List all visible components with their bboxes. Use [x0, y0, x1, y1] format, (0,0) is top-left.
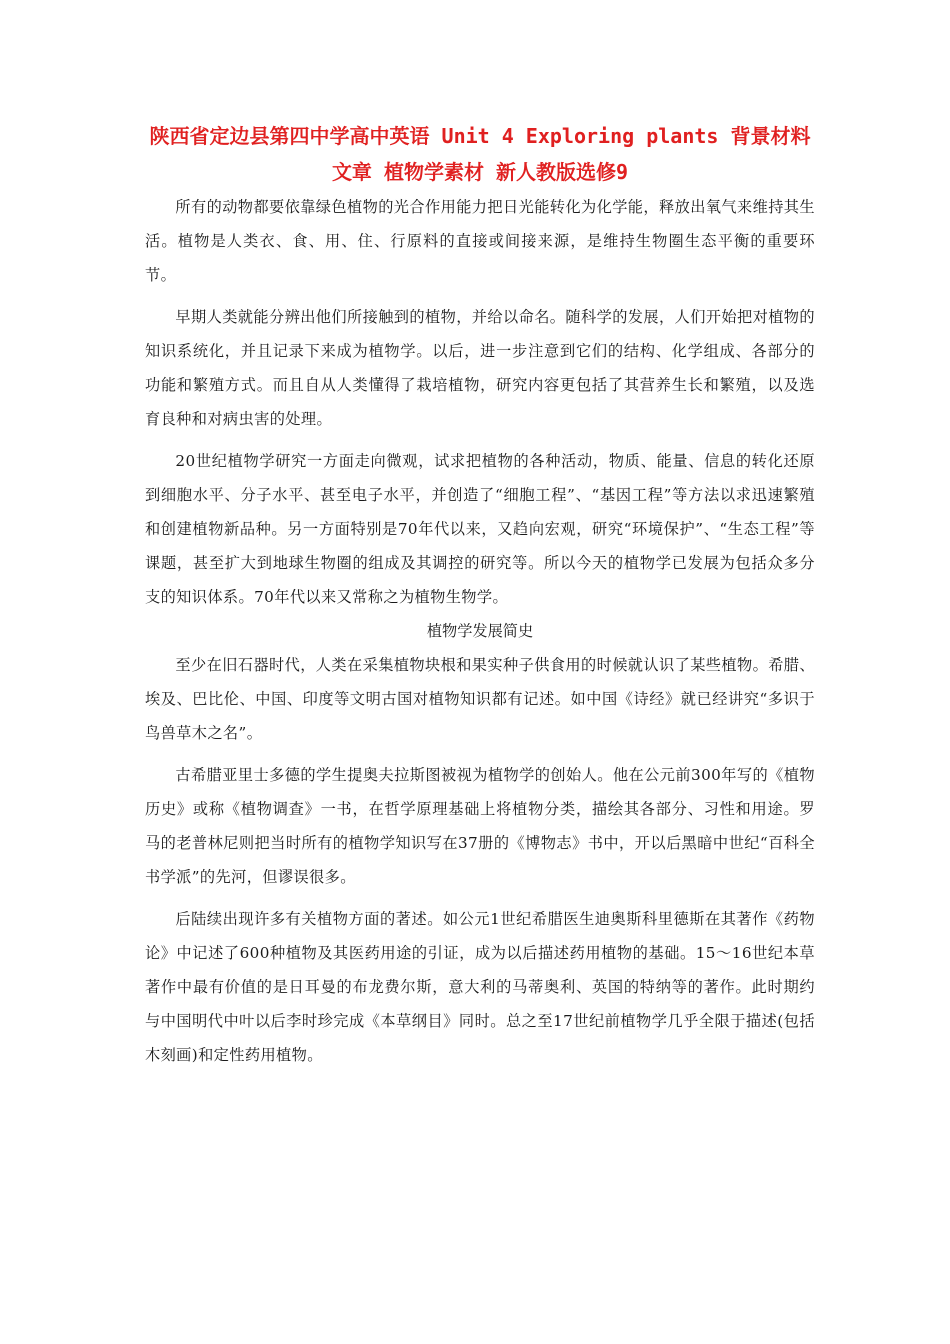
history-paragraph-2: 古希腊亚里士多德的学生提奥夫拉斯图被视为植物学的创始人。他在公元前300年写的《植物历史》或称《植物调查》一书，在哲学原理基础上将植物分类，描绘其各部分、习性和用途。罗马的老普林尼则把当时所有的植物学知识写在37册的《博物志》书中，开以后黑暗中世纪“百科全书学派”的先河，但谬误很多。 — [145, 766, 815, 886]
intro-paragraph-3: 20世纪植物学研究一方面走向微观，试求把植物的各种活动，物质、能量、信息的转化还原到细胞水平、分子水平、甚至电子水平，并创造了“细胞工程”、“基因工程”等方法以求迅速繁殖和创建植物新品种。另一方面特别是70年代以来，又趋向宏观，研究“环境保护”、“生态工程”等课题，甚至扩大到地球生物圈的组成及其调控的研究等。所以今天的植物学已发展为包括众多分支的知识体系。70年代以来又常称之为植物生物学。 — [145, 452, 815, 606]
document-content — [145, 118, 815, 1072]
history-paragraph-3: 后陆续出现许多有关植物方面的著述。如公元1世纪希腊医生迪奥斯科里德斯在其著作《药物论》中记述了600种植物及其医药用途的引证，成为以后描述药用植物的基础。15～16世纪本草著作中最有价值的是日耳曼的布龙费尔斯，意大利的马蒂奥利、英国的特纳等的著作。此时期约与中国明代中叶以后李时珍完成《本草纲目》同时。总之至17世纪前植物学几乎全限于描述(包括木刻画)和定性药用植物。 — [145, 910, 815, 1064]
paragraph-gap — [145, 436, 815, 444]
paragraph-gap — [145, 292, 815, 300]
section-heading: 植物学发展简史 — [426, 622, 534, 640]
intro-paragraph-1: 所有的动物都要依靠绿色植物的光合作用能力把日光能转化为化学能，释放出氧气来维持其生活。植物是人类衣、食、用、住、行原料的直接或间接来源，是维持生物圈生态平衡的重要环节。 — [145, 198, 815, 284]
history-paragraph-1: 至少在旧石器时代，人类在采集植物块根和果实种子供食用的时候就认识了某些植物。希腊、埃及、巴比伦、中国、印度等文明古国对植物知识都有记述。如中国《诗经》就已经讲究“多识于鸟兽草木之名”。 — [145, 656, 815, 742]
paragraph-gap — [145, 894, 815, 902]
paragraph-gap — [145, 750, 815, 758]
document-title: 陕西省定边县第四中学高中英语 Unit 4 Exploring plants 背景材料 文章 植物学素材 新人教版选修9 — [149, 124, 811, 184]
intro-paragraph-2: 早期人类就能分辨出他们所接触到的植物，并给以命名。随科学的发展，人们开始把对植物的知识系统化，并且记录下来成为植物学。以后，进一步注意到它们的结构、化学组成、各部分的功能和繁殖方式。而且自从人类懂得了栽培植物，研究内容更包括了其营养生长和繁殖，以及选育良种和对病虫害的处理。 — [145, 308, 815, 428]
